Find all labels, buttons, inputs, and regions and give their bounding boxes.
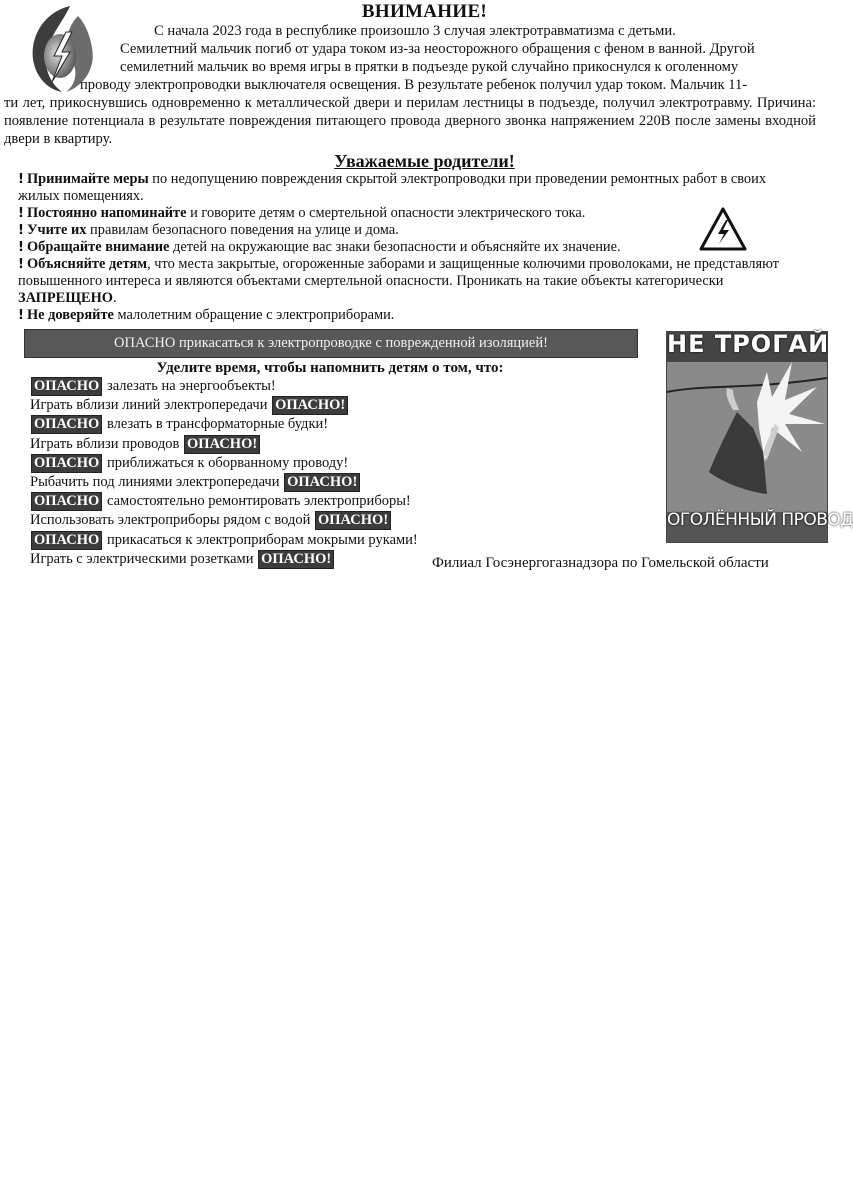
safety-poster [666, 330, 853, 543]
intro-line: Семилетний мальчик погиб от удара током из-за неосторожного обращения с феном в ванной. Другой [120, 41, 755, 57]
danger-text: Рыбачить под линиями электропередачи [30, 474, 284, 491]
danger-text: Играть с электрическими розетками [30, 550, 258, 567]
danger-text: влезать в трансформаторные будки! [103, 416, 329, 433]
danger-banner: ОПАСНО прикасаться к электропроводке с поврежденной изоляцией! [24, 329, 638, 358]
danger-text: Использовать электроприборы рядом с водой [30, 512, 314, 529]
poster-bottom-text: ОГОЛЁННЫЙ ПРОВОД [667, 510, 853, 530]
footer-organization: Филиал Госэнергогазнадзора по Гомельской области [432, 555, 769, 571]
intro-paragraph [0, 22, 816, 148]
tip-bold: Принимайте меры [26, 171, 149, 187]
danger-tag: ОПАСНО [31, 492, 102, 511]
intro-line: ти лет, прикоснувшись одновременно к металлической двери и перилам лестницы в подъезде, получил электротравму. Причина: появление потенциала в результате повреждения питающего провода дверного звонка напряжением 220В после замены входной двери в квартиру. [4, 95, 816, 147]
parent-tips-list [18, 171, 808, 324]
danger-item [30, 531, 418, 550]
danger-tag: ОПАСНО [31, 531, 102, 550]
tip-bold: ЗАПРЕЩЕНО [18, 290, 114, 306]
tip-item [18, 205, 808, 222]
reminder-heading: Уделите время, чтобы напомнить детям о том, что: [156, 360, 504, 376]
tip-item [18, 307, 808, 324]
danger-tag: ОПАСНО! [284, 473, 360, 492]
intro-line: проводу электропроводки выключателя освещения. В результате ребенок получил удар током. Мальчик 11- [80, 77, 748, 93]
exclamation-icon: ! [18, 257, 24, 272]
exclamation-icon: ! [18, 223, 24, 238]
tip-bold: Объясняйте детям [26, 256, 148, 272]
danger-text: Играть вблизи линий электропередачи [30, 397, 272, 414]
intro-line: С начала 2023 года в республике произошло 3 случая электротравматизма с детьми. [154, 23, 676, 39]
tip-bold: Постоянно напоминайте [26, 205, 187, 221]
danger-text: самостоятельно ремонтировать электроприборы! [103, 493, 411, 510]
danger-tag: ОПАСНО! [184, 435, 260, 454]
tip-bold: Обращайте внимание [26, 239, 170, 255]
danger-item [30, 415, 418, 434]
danger-item [30, 396, 418, 415]
tip-item [18, 222, 808, 239]
tip-text: малолетним обращение с электроприборами. [113, 307, 395, 323]
danger-text: прикасаться к электроприборам мокрыми руками! [103, 531, 418, 548]
tip-text: , что места закрытые, огороженные заборами и защищенные колючими проволоками, не представляют повышенного интереса и являются объектами смертельной опасности. Проникать на такие объекты категорически [18, 256, 779, 289]
danger-item [30, 550, 418, 569]
danger-tag: ОПАСНО! [258, 550, 334, 569]
tip-item [18, 256, 808, 307]
tip-text: правилам безопасного поведения на улице и дома. [86, 222, 399, 238]
parents-heading: Уважаемые родители! [334, 151, 515, 171]
danger-text: приближаться к оборванному проводу! [103, 454, 349, 471]
danger-tag: ОПАСНО! [272, 396, 348, 415]
tip-bold: Учите их [26, 222, 87, 238]
tip-text: по недопущению повреждения скрытой электропроводки при проведении ремонтных работ в своих жилых помещениях. [18, 171, 767, 204]
tip-text: детей на окружающие вас знаки безопасности и объясняйте их значение. [169, 239, 621, 255]
poster-top-text: НЕ ТРОГАЙ [667, 330, 830, 358]
exclamation-icon: ! [18, 240, 24, 255]
danger-text: Играть вблизи проводов [30, 435, 184, 452]
danger-text: залезать на энергообъекты! [103, 378, 276, 394]
tip-item [18, 239, 808, 256]
high-voltage-warning-icon [698, 206, 748, 252]
danger-tag: ОПАСНО [31, 377, 102, 396]
danger-tag: ОПАСНО! [315, 511, 391, 530]
danger-item [30, 473, 418, 492]
tip-item [18, 171, 808, 205]
danger-item [30, 454, 418, 473]
tip-text: . [113, 290, 117, 306]
dangers-list [30, 377, 418, 569]
exclamation-icon: ! [18, 308, 24, 323]
exclamation-icon: ! [18, 206, 24, 221]
tip-text: и говорите детям о смертельной опасности электрического тока. [186, 205, 586, 221]
intro-line: семилетний мальчик во время игры в прятки в подъезде рукой случайно прикоснулся к оголенному [120, 59, 739, 75]
danger-tag: ОПАСНО [31, 454, 102, 473]
tip-bold: Не доверяйте [26, 307, 114, 323]
exclamation-icon: ! [18, 172, 24, 187]
danger-item [30, 492, 418, 511]
page-title: ВНИМАНИЕ! [361, 1, 488, 22]
danger-item [30, 377, 418, 396]
danger-tag: ОПАСНО [31, 415, 102, 434]
danger-item [30, 435, 418, 454]
danger-item [30, 511, 418, 530]
